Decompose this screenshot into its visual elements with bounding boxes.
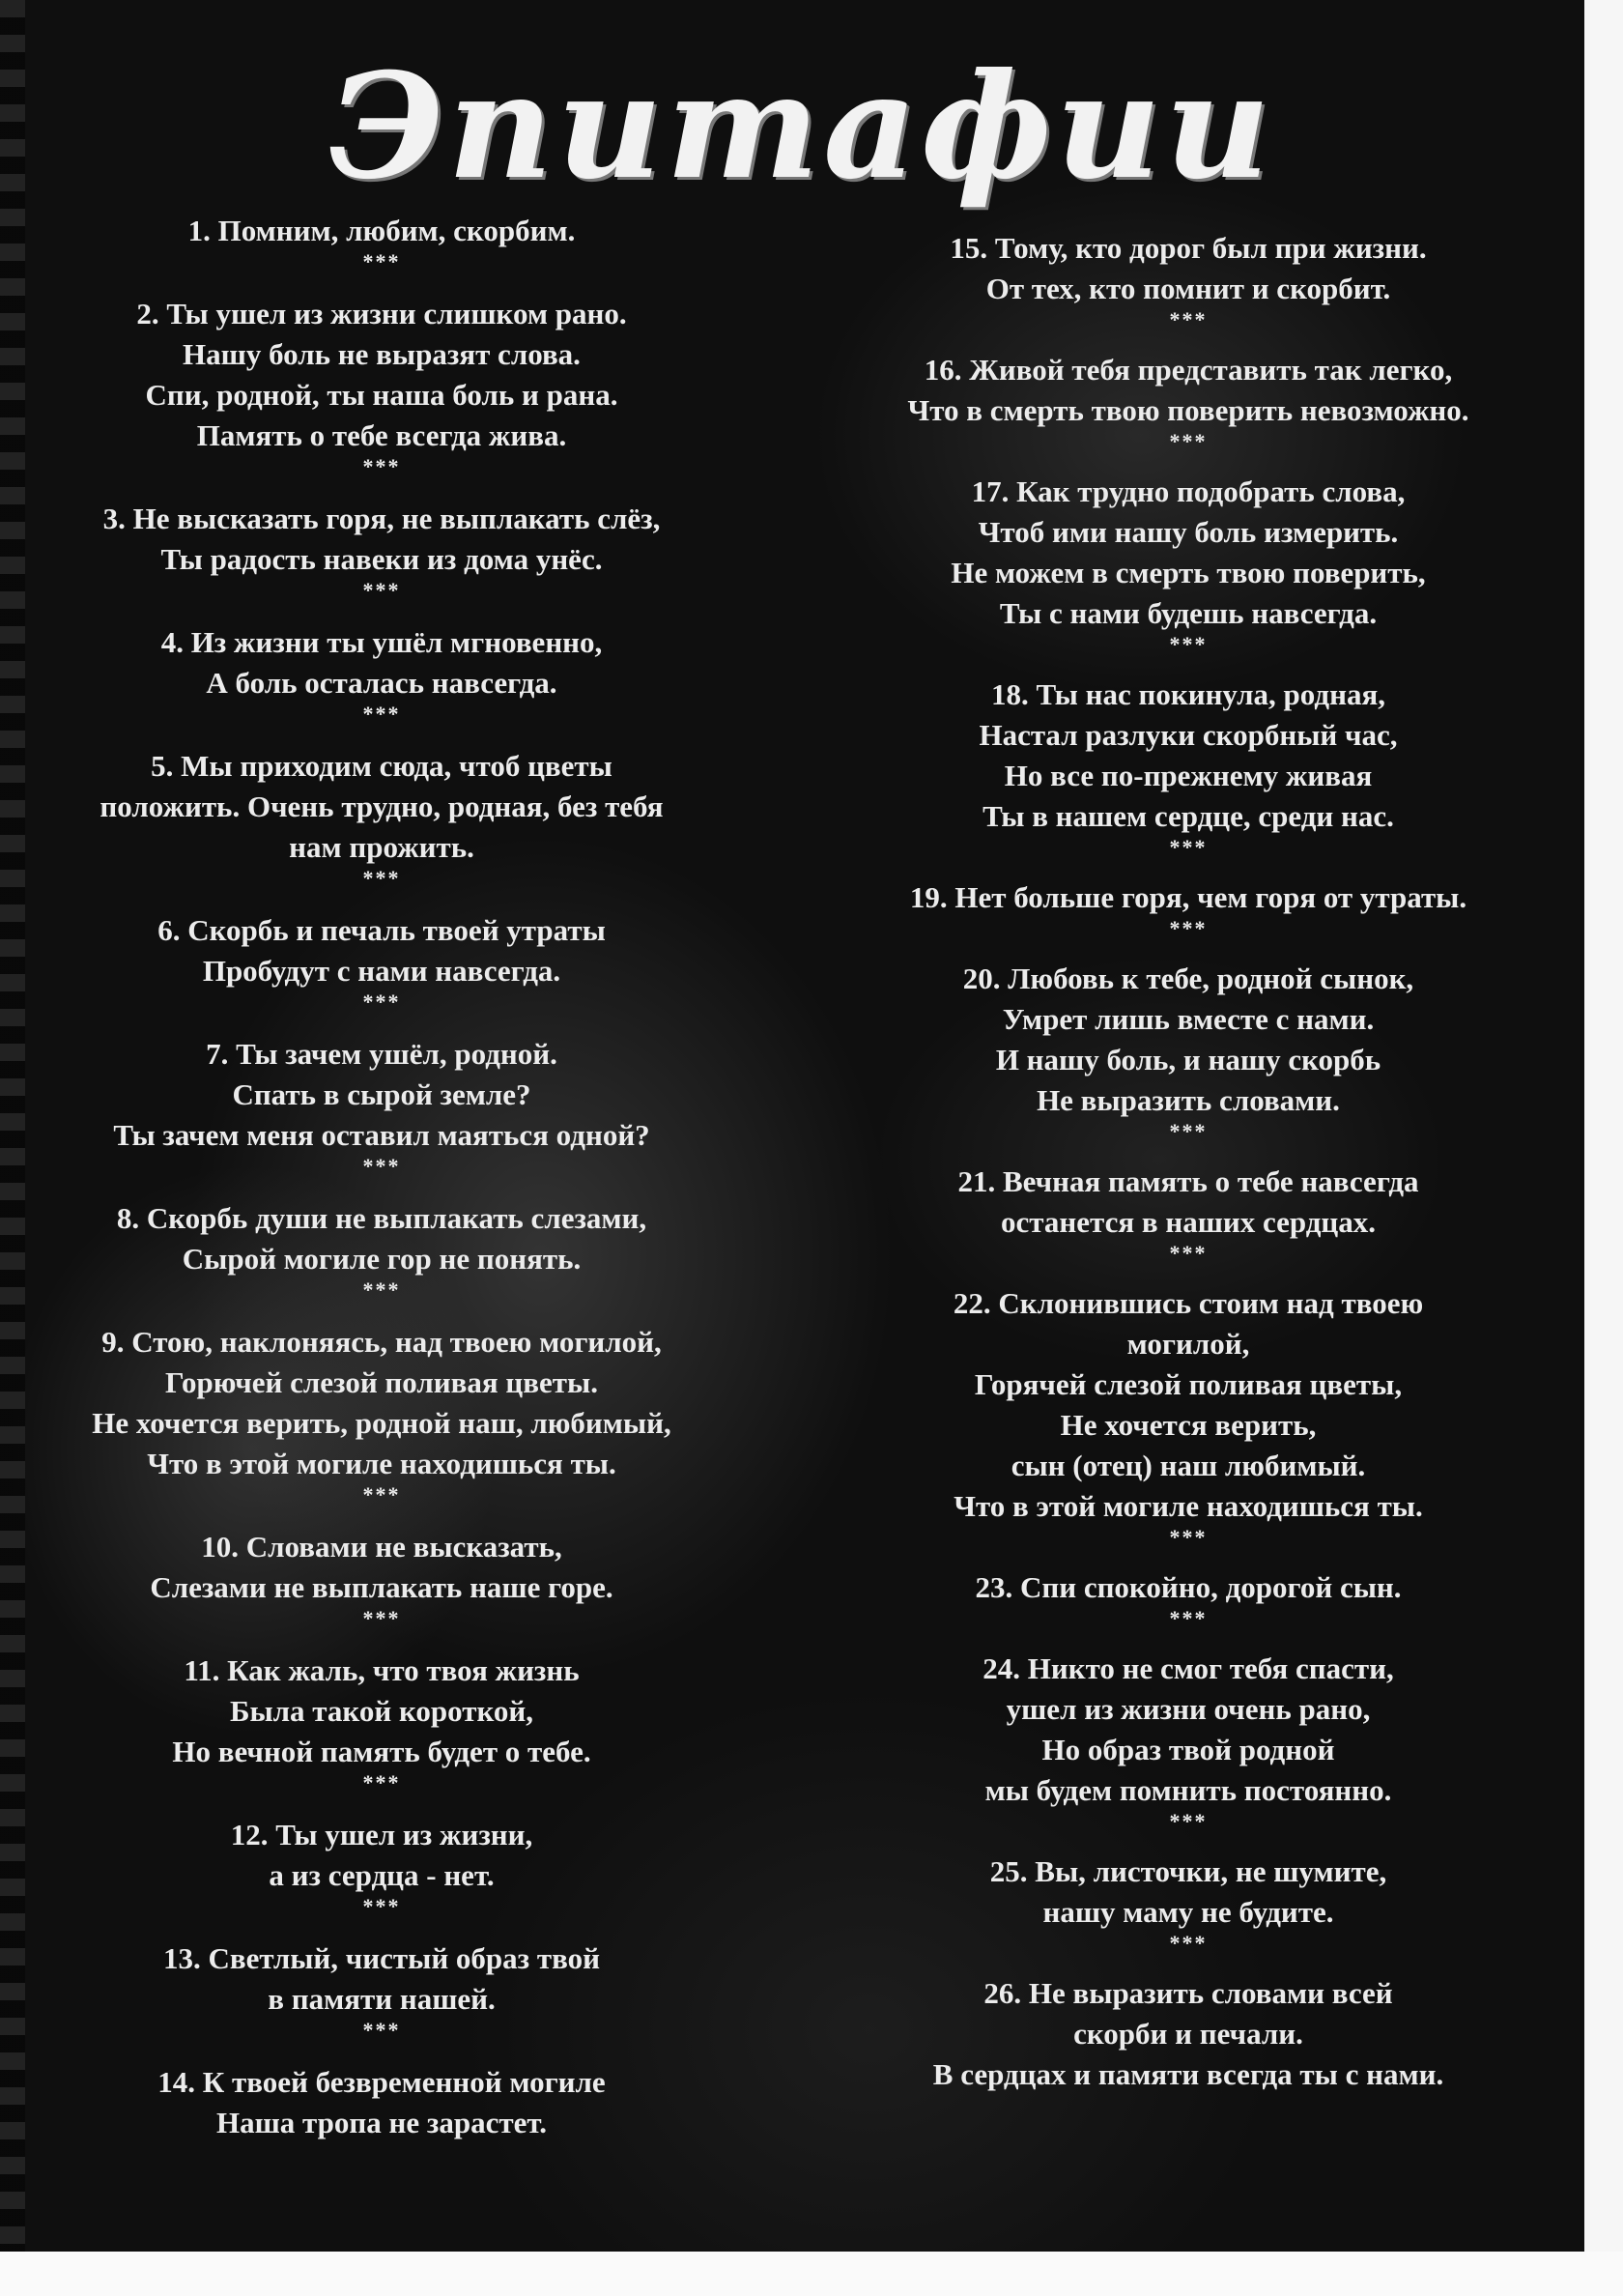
epitaph-entry	[10, 2062, 754, 2143]
separator-stars: ***	[362, 1770, 401, 1794]
epitaph-entry	[812, 1851, 1565, 1954]
epitaph-entry	[10, 1034, 754, 1177]
epitaph-line: 8. Скорбь души не выплакать слезами,	[116, 1201, 647, 1235]
epitaph-line: Горючей слезой поливая цветы.	[165, 1365, 598, 1399]
separator-stars: ***	[1169, 916, 1208, 940]
epitaph-entry	[812, 1649, 1565, 1832]
epitaph-line: 4. Из жизни ты ушёл мгновенно,	[160, 625, 603, 659]
epitaph-entry	[10, 746, 754, 889]
epitaph-line: скорби и печали.	[1073, 2017, 1303, 2051]
separator-stars: ***	[362, 990, 401, 1014]
epitaph-line: Что в смерть твою поверить невозможно.	[907, 393, 1469, 427]
page-title: Эпитафии	[328, 42, 1274, 212]
separator-stars: ***	[1169, 1606, 1208, 1630]
epitaph-line: 20. Любовь к тебе, родной сынок,	[962, 961, 1414, 995]
epitaph-entry	[812, 1973, 1565, 2095]
epitaph-line: Память о тебе всегда жива.	[196, 418, 567, 452]
epitaph-line: 2. Ты ушел из жизни слишком рано.	[136, 297, 627, 330]
epitaph-line: Но все по-прежнему живая	[1004, 759, 1373, 792]
epitaph-line: 17. Как трудно подобрать слова,	[971, 474, 1406, 508]
separator-stars: ***	[362, 2018, 401, 2042]
separator-stars: ***	[362, 1894, 401, 1918]
epitaph-line: 6. Скорбь и печаль твоей утраты	[157, 913, 606, 947]
epitaph-line: 24. Никто не смог тебя спасти,	[982, 1651, 1394, 1685]
epitaph-line: 1. Помним, любим, скорбим.	[187, 214, 576, 247]
epitaph-line: Ты зачем меня оставил маяться одной?	[113, 1118, 650, 1152]
epitaph-line: Была такой короткой,	[229, 1694, 534, 1728]
epitaph-line: Ты с нами будешь навсегда.	[999, 596, 1378, 630]
epitaph-line: а из сердца - нет.	[269, 1858, 495, 1892]
right-column	[812, 228, 1565, 2095]
epitaph-line: 21. Вечная память о тебе навсегда	[957, 1164, 1419, 1198]
epitaph-line: Сырой могиле гор не понять.	[182, 1242, 582, 1276]
epitaph-entry	[812, 228, 1565, 330]
epitaph-line: Не выразить словами.	[1037, 1083, 1340, 1117]
epitaph-entry	[10, 1650, 754, 1794]
epitaph-line: 7. Ты зачем ушёл, родной.	[206, 1037, 557, 1071]
epitaph-line: в памяти нашей.	[268, 1982, 496, 2016]
epitaph-line: Не хочется верить, родной наш, любимый,	[92, 1406, 671, 1440]
epitaph-line: останется в наших сердцах.	[1000, 1205, 1377, 1239]
separator-stars: ***	[1169, 1931, 1208, 1955]
separator-stars: ***	[1169, 1119, 1208, 1143]
epitaph-entry	[10, 1322, 754, 1506]
epitaph-line: 13. Светлый, чистый образ твой	[162, 1941, 600, 1975]
epitaph-entry	[812, 472, 1565, 655]
epitaph-line: Умрет лишь вместе с нами.	[1002, 1002, 1375, 1036]
separator-stars: ***	[362, 1277, 401, 1302]
epitaph-line: 9. Стою, наклоняясь, над твоею могилой,	[101, 1325, 662, 1359]
epitaph-line: ушел из жизни очень рано,	[1006, 1692, 1371, 1726]
epitaph-entry	[10, 622, 754, 725]
epitaph-entry	[10, 294, 754, 477]
separator-stars: ***	[362, 702, 401, 726]
epitaph-line: Что в этой могиле находишься ты.	[147, 1447, 616, 1480]
epitaph-line: Спать в сырой земле?	[232, 1077, 531, 1111]
epitaph-line: Наша тропа не зарастет.	[216, 2106, 547, 2139]
epitaph-line: А боль осталась навсегда.	[206, 666, 557, 700]
epitaph-entry	[812, 674, 1565, 858]
epitaph-line: И нашу боль, и нашу скорбь	[995, 1043, 1381, 1076]
epitaph-line: Ты радость навеки из дома унёс.	[160, 542, 603, 576]
epitaph-line: 11. Как жаль, что твоя жизнь	[184, 1653, 580, 1687]
epitaph-line: нашу маму не будите.	[1042, 1895, 1334, 1929]
epitaph-line: 22. Склонившись стоим над твоею	[953, 1286, 1424, 1320]
epitaph-entry	[10, 499, 754, 601]
epitaph-entry	[10, 211, 754, 273]
separator-stars: ***	[1169, 1809, 1208, 1833]
epitaph-line: 16. Живой тебя представить так легко,	[924, 353, 1453, 387]
epitaph-line: Слезами не выплакать наше горе.	[150, 1570, 613, 1604]
epitaph-line: 10. Словами не высказать,	[201, 1530, 562, 1564]
epitaph-line: положить. Очень трудно, родная, без тебя	[100, 789, 664, 823]
epitaph-entry	[10, 1938, 754, 2041]
epitaph-line: Горячей слезой поливая цветы,	[974, 1367, 1403, 1401]
epitaph-line: 5. Мы приходим сюда, чтоб цветы	[151, 749, 612, 783]
epitaph-line: От тех, кто помнит и скорбит.	[985, 272, 1391, 305]
epitaph-entry	[10, 1527, 754, 1629]
epitaph-line: 23. Спи спокойно, дорогой сын.	[975, 1570, 1402, 1604]
epitaph-line: 25. Вы, листочки, не шумите,	[989, 1854, 1387, 1888]
separator-stars: ***	[1169, 429, 1208, 453]
epitaph-line: 3. Не высказать горя, не выплакать слёз,	[102, 502, 661, 535]
epitaph-line: 26. Не выразить словами всей	[983, 1976, 1393, 2010]
separator-stars: ***	[1169, 632, 1208, 656]
epitaph-line: Пробудут с нами навсегда.	[202, 954, 561, 988]
epitaph-line: В сердцах и памяти всегда ты с нами.	[932, 2057, 1444, 2091]
epitaph-line: могилой,	[1126, 1327, 1250, 1361]
epitaph-line: Спи, родной, ты наша боль и рана.	[145, 378, 618, 412]
page-bottom-margin	[0, 2252, 1623, 2296]
epitaph-line: 19. Нет больше горя, чем горя от утраты.	[909, 880, 1467, 914]
epitaph-line: 14. К твоей безвременной могиле	[157, 2065, 606, 2099]
separator-stars: ***	[1169, 1525, 1208, 1549]
separator-stars: ***	[362, 454, 401, 478]
separator-stars: ***	[1169, 835, 1208, 859]
epitaph-entry	[812, 1567, 1565, 1629]
epitaph-line: Настал разлуки скорбный час,	[979, 718, 1398, 752]
epitaph-line: Чтоб ими нашу боль измерить.	[978, 515, 1399, 549]
separator-stars: ***	[362, 1154, 401, 1178]
epitaph-entry	[812, 877, 1565, 939]
separator-stars: ***	[362, 1606, 401, 1630]
epitaph-line: Не хочется верить,	[1060, 1408, 1317, 1442]
epitaph-line: сын (отец) наш любимый.	[1011, 1449, 1366, 1482]
epitaph-line: Что в этой могиле находишься ты.	[954, 1489, 1423, 1523]
epitaph-line: 12. Ты ушел из жизни,	[230, 1818, 533, 1851]
epitaph-entry	[10, 910, 754, 1013]
epitaph-line: Ты в нашем сердце, среди нас.	[982, 799, 1394, 833]
epitaph-entry	[10, 1198, 754, 1301]
epitaph-entry	[10, 1815, 754, 1917]
epitaph-line: нам прожить.	[289, 830, 474, 864]
separator-stars: ***	[362, 866, 401, 890]
separator-stars: ***	[362, 249, 401, 273]
separator-stars: ***	[362, 1482, 401, 1507]
separator-stars: ***	[362, 578, 401, 602]
separator-stars: ***	[1169, 1241, 1208, 1265]
epitaph-entry	[812, 1162, 1565, 1264]
epitaph-line: 15. Тому, кто дорог был при жизни.	[950, 231, 1427, 265]
separator-stars: ***	[1169, 307, 1208, 331]
epitaph-line: Не можем в смерть твою поверить,	[951, 556, 1426, 589]
epitaph-line: Но образ твой родной	[1041, 1733, 1335, 1766]
epitaph-line: мы будем помнить постоянно.	[984, 1773, 1392, 1807]
left-column	[10, 211, 754, 2143]
epitaph-line: Нашу боль не выразят слова.	[183, 337, 581, 371]
epitaph-line: 18. Ты нас покинула, родная,	[991, 677, 1385, 711]
epitaph-line: Но вечной память будет о тебе.	[172, 1735, 591, 1768]
epitaph-entry	[812, 959, 1565, 1142]
epitaph-entry	[812, 350, 1565, 452]
epitaph-entry	[812, 1283, 1565, 1548]
